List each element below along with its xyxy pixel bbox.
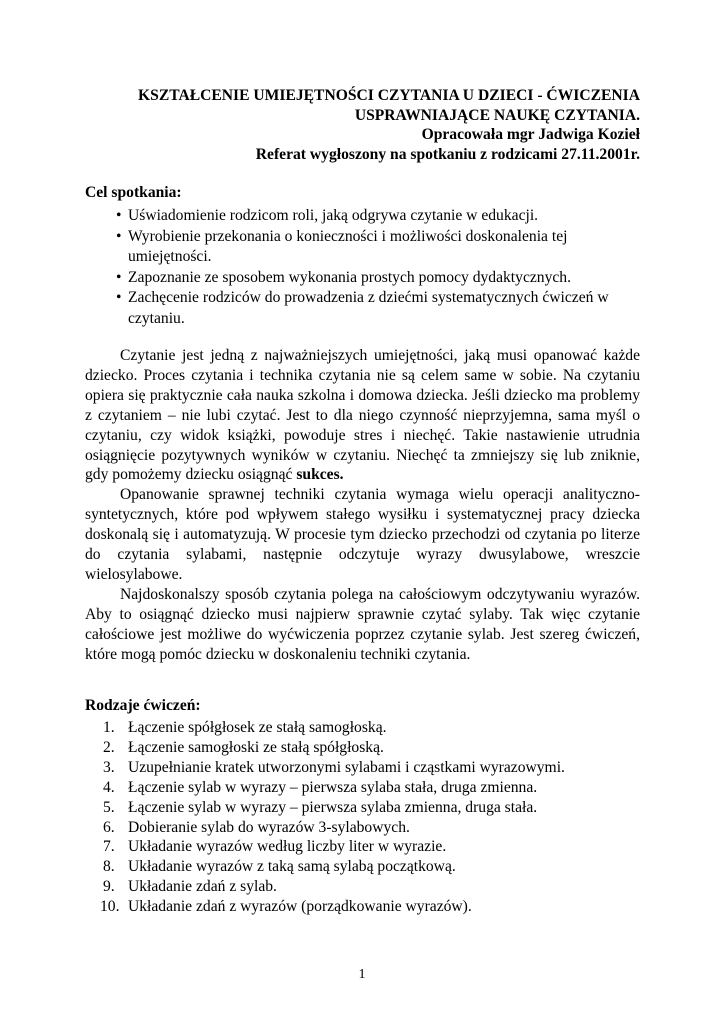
exercises-heading: Rodzaje ćwiczeń:	[85, 697, 201, 714]
exercise-text: Łączenie sylab w wyrazy – pierwsza sylaba stała, druga zmienna.	[128, 778, 538, 796]
exercise-number: 2.	[103, 738, 115, 756]
exercise-item	[85, 718, 645, 738]
exercise-number: 5.	[103, 798, 115, 816]
exercise-text: Łączenie spółgłosek ze stałą samogłoską.	[128, 719, 387, 736]
exercise-text: Dobieranie sylab do wyrazów 3-sylabowych.	[128, 818, 410, 836]
exercise-text: Łączenie sylab w wyrazy – pierwsza sylaba zmienna, druga stała.	[128, 798, 538, 816]
paragraph-1-bold: sukces.	[296, 466, 344, 484]
occasion-line: Referat wygłoszony na spotkaniu z rodzicami 27.11.2001r.	[255, 145, 640, 163]
exercise-number: 4.	[103, 778, 115, 796]
page-number: 1	[358, 967, 366, 982]
exercise-number: 3.	[103, 758, 115, 776]
document-header	[85, 86, 640, 164]
goals-heading: Cel spotkania:	[85, 184, 182, 201]
exercise-item	[85, 758, 645, 778]
title-line-2: USPRAWNIAJĄCE NAUKĘ CZYTANIA.	[354, 106, 640, 124]
title-line-1: KSZTAŁCENIE UMIEJĘTNOŚCI CZYTANIA U DZIECI - ĆWICZENIA	[138, 87, 640, 104]
exercise-item	[85, 798, 645, 818]
goal-item: • Wyrobienie przekonania o konieczności i możliwości doskonalenia tej umiejętności.	[85, 227, 645, 268]
exercise-item	[85, 857, 645, 877]
paragraph-1	[85, 346, 640, 485]
exercise-item	[85, 897, 645, 917]
exercise-number: 7.	[103, 838, 115, 856]
exercise-text: Układanie wyrazów według liczby liter w wyrazie.	[128, 838, 447, 856]
goal-item: • Uświadomienie rodzicom roli, jaką odgrywa czytanie w edukacji.	[85, 206, 645, 227]
paragraph-1-text: Czytanie jest jedną z najważniejszych umiejętności, jaką musi opanować każde dziecko. Proces czytania i technika czytania nie są celem same w sobie. Na czytaniu opiera się praktycznie cała nauka szkolna i domowa dziecka. Jeśli dziecko ma problemy z czytaniem – nie lubi czytać. Jest to dla niego czynność nieprzyjemna, sama myśl o czytaniu, czy widok książki, powoduje stres i niechęć. Takie nastawienie utrudnia osiągnięcie pozytywnych wyników w czytaniu. Niechęć ta zmniejszy się lub zniknie, gdy pomożemy dziecku osiągnąć	[85, 347, 640, 484]
exercise-text: Układanie wyrazów z taką samą sylabą początkową.	[128, 858, 456, 876]
exercise-item	[85, 877, 645, 897]
exercise-number: 8.	[103, 858, 115, 876]
goals-list	[85, 206, 645, 329]
paragraph-3: Najdoskonalszy sposób czytania polega na całościowym odczytywaniu wyrazów. Aby to osiągnąć dziecko musi najpierw sprawnie czytać sylaby. Tak więc czytanie całościowe jest możliwe do wyćwiczenia poprzez czytanie sylab. Jest szereg ćwiczeń, które mogą pomóc dziecku w doskonaleniu techniki czytania.	[85, 585, 640, 663]
goal-item: • Zachęcenie rodziców do prowadzenia z dziećmi systematycznych ćwiczeń w czytaniu.	[85, 288, 645, 329]
exercise-number: 10.	[100, 898, 120, 916]
author-line: Opracowała mgr Jadwiga Kozieł	[421, 126, 640, 143]
exercise-item	[85, 738, 645, 758]
exercise-text: Uzupełnianie kratek utworzonymi sylabami i cząstkami wyrazowymi.	[128, 758, 565, 776]
exercises-list	[85, 718, 645, 917]
exercise-text: Łączenie samogłoski ze stałą spółgłoską.	[128, 738, 384, 756]
exercise-number: 9.	[103, 878, 115, 896]
exercise-number: 6.	[103, 818, 115, 836]
exercise-text: Układanie zdań z wyrazów (porządkowanie wyrazów).	[128, 898, 472, 916]
exercise-number: 1.	[103, 719, 115, 736]
paragraph-2: Opanowanie sprawnej techniki czytania wymaga wielu operacji analityczno-syntetycznych, które pod wpływem stałego wysiłku i systematycznej pracy dziecka doskonalą się i automatyzują. W procesie tym dziecko przechodzi od czytania po literze do czytania sylabami, następnie odczytuje wyrazy dwusylabowe, wreszcie wielosylabowe.	[85, 486, 640, 583]
exercise-item	[85, 818, 645, 838]
exercise-item	[85, 837, 645, 857]
exercise-item	[85, 778, 645, 798]
goal-item: • Zapoznanie ze sposobem wykonania prostych pomocy dydaktycznych.	[85, 268, 645, 289]
document-title	[85, 86, 640, 125]
body-text	[85, 346, 640, 665]
exercise-text: Układanie zdań z sylab.	[128, 878, 277, 896]
